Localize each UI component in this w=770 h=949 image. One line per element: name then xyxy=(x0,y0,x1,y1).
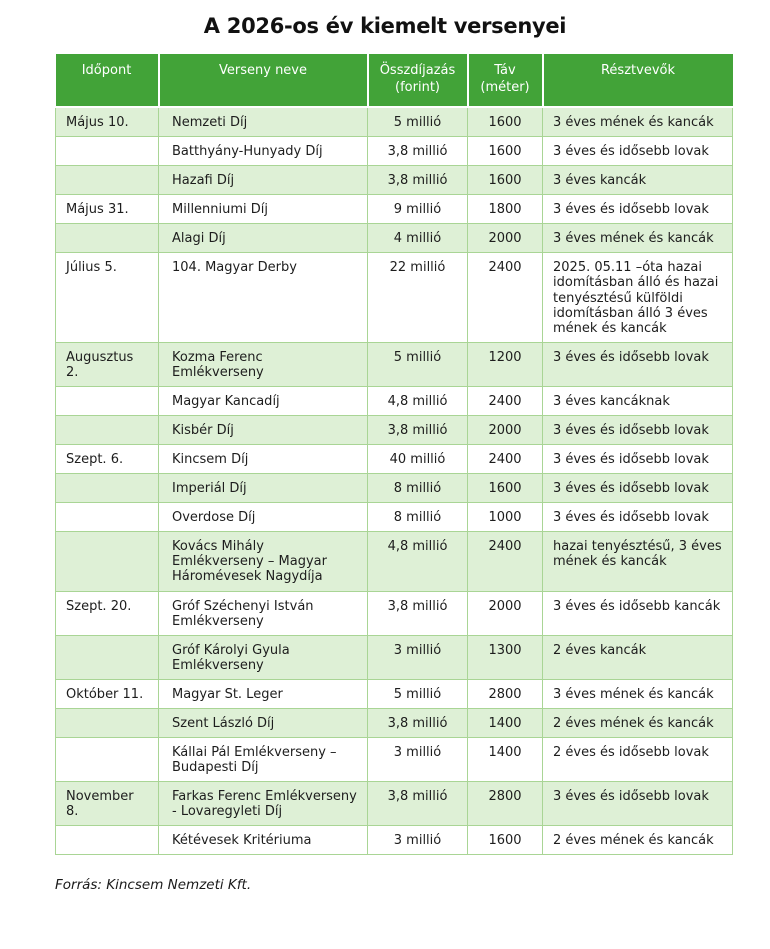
cell-prize: 3,8 millió xyxy=(368,708,468,737)
cell-participants: 2025. 05.11 –óta hazai idomításban álló és hazai tenyésztésű külföldi idomításban álló 3 éves mének és kancák xyxy=(543,253,733,342)
cell-date xyxy=(56,474,159,503)
cell-distance: 2800 xyxy=(468,782,543,826)
cell-distance: 2800 xyxy=(468,679,543,708)
cell-date xyxy=(56,386,159,415)
cell-participants: 3 éves mének és kancák xyxy=(543,679,733,708)
cell-race-name: Millenniumi Díj xyxy=(159,195,368,224)
cell-race-name: Magyar Kancadíj xyxy=(159,386,368,415)
cell-distance: 1200 xyxy=(468,342,543,386)
table-row xyxy=(56,826,733,855)
cell-race-name: Gróf Károlyi Gyula Emlékverseny xyxy=(159,635,368,679)
cell-date: Október 11. xyxy=(56,679,159,708)
table-row xyxy=(56,342,733,386)
cell-prize: 8 millió xyxy=(368,503,468,532)
table-row xyxy=(56,107,733,137)
cell-race-name: Batthyány-Hunyady Díj xyxy=(159,137,368,166)
table-row xyxy=(56,416,733,445)
column-header-distance xyxy=(468,54,543,107)
cell-participants: 3 éves és idősebb lovak xyxy=(543,416,733,445)
cell-prize: 4 millió xyxy=(368,224,468,253)
cell-date xyxy=(56,224,159,253)
cell-prize: 8 millió xyxy=(368,474,468,503)
cell-date xyxy=(56,826,159,855)
cell-date xyxy=(56,503,159,532)
cell-distance: 1800 xyxy=(468,195,543,224)
cell-date: Augusztus 2. xyxy=(56,342,159,386)
column-header-participants xyxy=(543,54,733,107)
cell-participants: 2 éves és idősebb lovak xyxy=(543,738,733,782)
cell-race-name: Farkas Ferenc Emlékverseny - Lovaregyleti Díj xyxy=(159,782,368,826)
column-header-prize xyxy=(368,54,468,107)
cell-distance: 2000 xyxy=(468,224,543,253)
cell-race-name: Overdose Díj xyxy=(159,503,368,532)
cell-race-name: Szent László Díj xyxy=(159,708,368,737)
cell-race-name: Kisbér Díj xyxy=(159,416,368,445)
cell-date: Július 5. xyxy=(56,253,159,342)
table-row xyxy=(56,386,733,415)
cell-distance: 1600 xyxy=(468,826,543,855)
cell-prize: 3 millió xyxy=(368,635,468,679)
races-table xyxy=(55,54,733,855)
cell-distance: 1000 xyxy=(468,503,543,532)
cell-participants: 3 éves és idősebb lovak xyxy=(543,195,733,224)
table-row xyxy=(56,195,733,224)
cell-distance: 2000 xyxy=(468,416,543,445)
table-row xyxy=(56,253,733,342)
column-header-prize-label: Összdíjazás xyxy=(379,63,456,78)
column-header-participants-label: Résztvevők xyxy=(600,63,675,78)
table-row xyxy=(56,445,733,474)
table-row xyxy=(56,782,733,826)
cell-race-name: Kozma Ferenc Emlékverseny xyxy=(159,342,368,386)
cell-race-name: Kincsem Díj xyxy=(159,445,368,474)
races-table-container xyxy=(55,54,732,855)
cell-distance: 1400 xyxy=(468,708,543,737)
cell-race-name: Alagi Díj xyxy=(159,224,368,253)
column-header-race-name-label: Verseny neve xyxy=(219,63,307,78)
column-header-date-label: Időpont xyxy=(81,63,132,78)
cell-date: Szept. 6. xyxy=(56,445,159,474)
cell-prize: 3,8 millió xyxy=(368,137,468,166)
column-header-distance-sublabel: (méter) xyxy=(480,80,530,96)
cell-participants: 3 éves és idősebb lovak xyxy=(543,474,733,503)
cell-distance: 1600 xyxy=(468,474,543,503)
cell-race-name: Gróf Széchenyi István Emlékverseny xyxy=(159,591,368,635)
cell-prize: 3,8 millió xyxy=(368,416,468,445)
column-header-date xyxy=(56,54,159,107)
cell-participants: 3 éves kancák xyxy=(543,166,733,195)
cell-participants: 3 éves mének és kancák xyxy=(543,107,733,137)
cell-participants: 3 éves és idősebb lovak xyxy=(543,445,733,474)
cell-date xyxy=(56,532,159,591)
page-title: A 2026-os év kiemelt versenyei xyxy=(203,14,567,38)
cell-race-name: Magyar St. Leger xyxy=(159,679,368,708)
cell-prize: 5 millió xyxy=(368,679,468,708)
cell-prize: 3,8 millió xyxy=(368,591,468,635)
cell-distance: 2400 xyxy=(468,532,543,591)
table-row xyxy=(56,503,733,532)
cell-race-name: Imperiál Díj xyxy=(159,474,368,503)
cell-distance: 1600 xyxy=(468,137,543,166)
table-row xyxy=(56,166,733,195)
cell-distance: 1400 xyxy=(468,738,543,782)
cell-distance: 1600 xyxy=(468,166,543,195)
table-row xyxy=(56,635,733,679)
cell-race-name: 104. Magyar Derby xyxy=(159,253,368,342)
column-header-race-name xyxy=(159,54,368,107)
cell-race-name: Kállai Pál Emlékverseny – Budapesti Díj xyxy=(159,738,368,782)
cell-prize: 3,8 millió xyxy=(368,782,468,826)
cell-distance: 2400 xyxy=(468,386,543,415)
cell-participants: 3 éves és idősebb lovak xyxy=(543,137,733,166)
source-note: Forrás: Kincsem Nemzeti Kft. xyxy=(55,877,252,894)
cell-date xyxy=(56,635,159,679)
table-row xyxy=(56,224,733,253)
cell-distance: 1300 xyxy=(468,635,543,679)
cell-prize: 3,8 millió xyxy=(368,166,468,195)
cell-race-name: Hazafi Díj xyxy=(159,166,368,195)
cell-participants: 2 éves kancák xyxy=(543,635,733,679)
cell-prize: 4,8 millió xyxy=(368,386,468,415)
table-row xyxy=(56,591,733,635)
table-row xyxy=(56,474,733,503)
cell-prize: 5 millió xyxy=(368,107,468,137)
cell-participants: 3 éves kancáknak xyxy=(543,386,733,415)
table-body xyxy=(56,107,733,855)
column-header-distance-label: Táv xyxy=(494,63,516,78)
cell-date: Szept. 20. xyxy=(56,591,159,635)
cell-prize: 22 millió xyxy=(368,253,468,342)
cell-race-name: Nemzeti Díj xyxy=(159,107,368,137)
cell-date: November 8. xyxy=(56,782,159,826)
cell-participants: 2 éves mének és kancák xyxy=(543,826,733,855)
cell-race-name: Kovács Mihály Emlékverseny – Magyar Háromévesek Nagydíja xyxy=(159,532,368,591)
column-header-prize-sublabel: (forint) xyxy=(395,80,440,96)
cell-date xyxy=(56,708,159,737)
cell-date xyxy=(56,137,159,166)
cell-distance: 2400 xyxy=(468,253,543,342)
table-header-row xyxy=(56,54,733,107)
table-row xyxy=(56,679,733,708)
cell-participants: 3 éves és idősebb kancák xyxy=(543,591,733,635)
table-row xyxy=(56,137,733,166)
cell-prize: 5 millió xyxy=(368,342,468,386)
table-row xyxy=(56,708,733,737)
cell-race-name: Kétévesek Kritériuma xyxy=(159,826,368,855)
cell-prize: 3 millió xyxy=(368,826,468,855)
cell-participants: 3 éves mének és kancák xyxy=(543,224,733,253)
cell-participants: 3 éves és idősebb lovak xyxy=(543,503,733,532)
table-row xyxy=(56,738,733,782)
cell-prize: 3 millió xyxy=(368,738,468,782)
cell-participants: 3 éves és idősebb lovak xyxy=(543,342,733,386)
cell-date xyxy=(56,166,159,195)
cell-date: Május 10. xyxy=(56,107,159,137)
cell-prize: 4,8 millió xyxy=(368,532,468,591)
cell-date xyxy=(56,738,159,782)
cell-participants: 2 éves mének és kancák xyxy=(543,708,733,737)
cell-distance: 1600 xyxy=(468,107,543,137)
cell-distance: 2000 xyxy=(468,591,543,635)
cell-date xyxy=(56,416,159,445)
cell-participants: hazai tenyésztésű, 3 éves mének és kancák xyxy=(543,532,733,591)
cell-prize: 40 millió xyxy=(368,445,468,474)
cell-date: Május 31. xyxy=(56,195,159,224)
cell-prize: 9 millió xyxy=(368,195,468,224)
table-row xyxy=(56,532,733,591)
cell-participants: 3 éves és idősebb lovak xyxy=(543,782,733,826)
cell-distance: 2400 xyxy=(468,445,543,474)
